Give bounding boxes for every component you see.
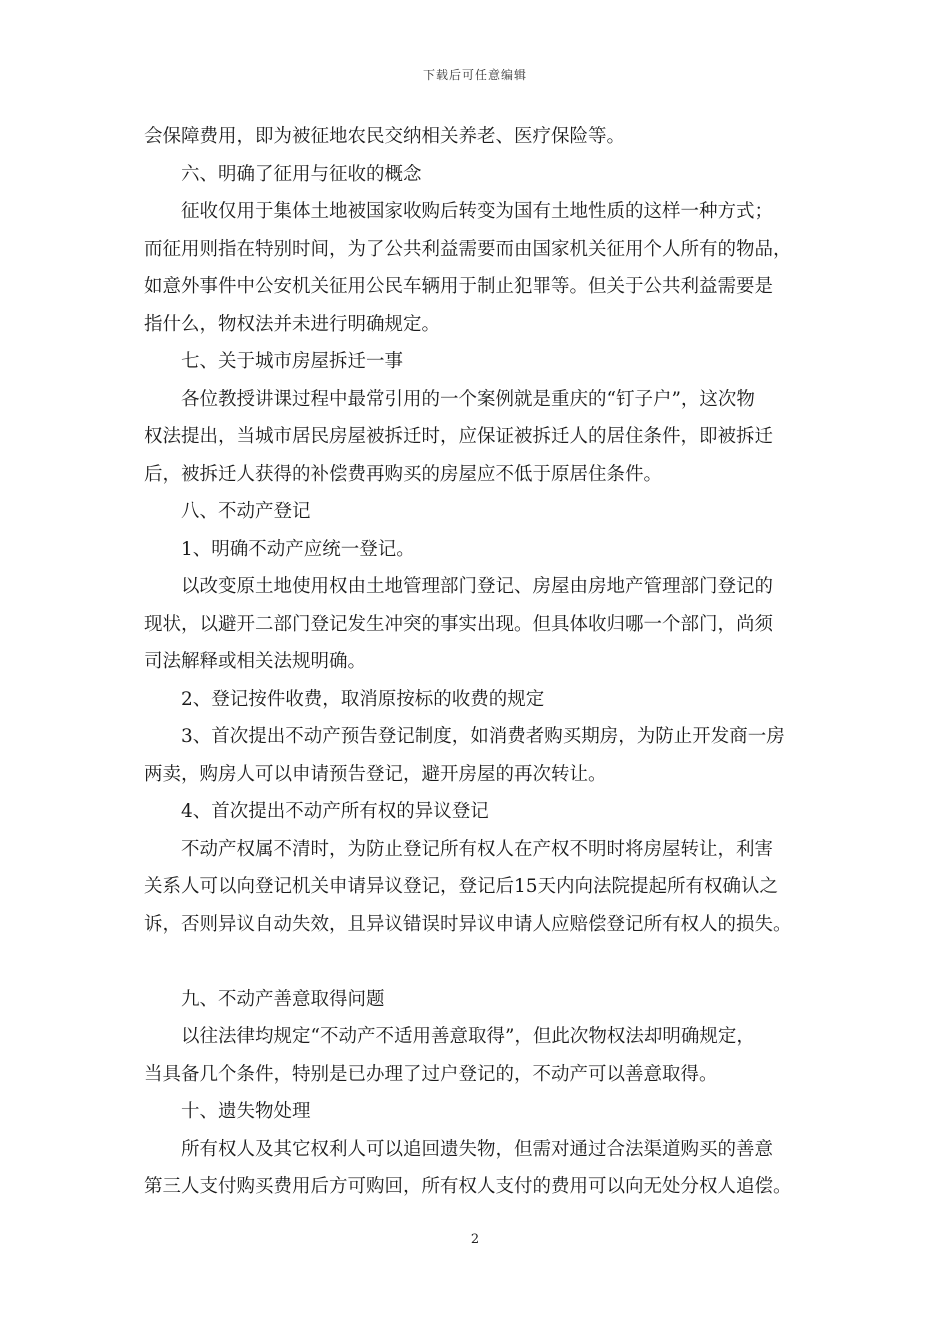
text-line: 当具备几个条件，特别是已办理了过户登记的，不动产可以善意取得。: [144, 1063, 718, 1085]
section-heading: 八、不动产登记: [181, 501, 311, 522]
section-heading: 十、遗失物处理: [181, 1101, 311, 1122]
text-line: 司法解释或相关法规明确。: [144, 651, 367, 672]
text-line: 现状，以避开二部门登记发生冲突的事实出现。但具体收归哪一个部门，尚须: [144, 613, 774, 635]
text-line: 各位教授讲课过程中最常引用的一个案例就是重庆的“钉子户”，这次物: [181, 388, 755, 410]
document-body: [144, 118, 824, 1206]
section-heading: 九、不动产善意取得问题: [181, 988, 385, 1010]
text-line: 诉，否则异议自动失效，且异议错误时异议申请人应赔偿登记所有权人的损失。: [144, 913, 792, 935]
text-line: 关系人可以向登记机关申请异议登记，登记后15天内向法院提起所有权确认之: [144, 876, 779, 897]
text-line: 第三人支付购买费用后方可购回，所有权人支付的费用可以向无处分权人追偿。: [144, 1176, 792, 1197]
text-line: 所有权人及其它权利人可以追回遗失物，但需对通过合法渠道购买的善意: [181, 1138, 774, 1160]
section-heading: 六、明确了征用与征收的概念: [181, 163, 422, 185]
text-line: 权法提出，当城市居民房屋被拆迁时，应保证被拆迁人的居住条件，即被拆迁: [144, 426, 774, 447]
list-item: 1、明确不动产应统一登记。: [181, 538, 415, 560]
text-line: 而征用则指在特别时间，为了公共利益需要而由国家机关征用个人所有的物品，: [144, 238, 792, 260]
text-line: 如意外事件中公安机关征用公民车辆用于制止犯罪等。但关于公共利益需要是: [144, 276, 774, 297]
section-heading: 七、关于城市房屋拆迁一事: [181, 351, 404, 372]
text-line: 征收仅用于集体土地被国家收购后转变为国有土地性质的这样一种方式；: [181, 201, 774, 222]
page-number: 2: [470, 1232, 480, 1247]
list-item: 4、首次提出不动产所有权的异议登记: [181, 801, 489, 822]
text-line: 指什么，物权法并未进行明确规定。: [144, 313, 441, 335]
text-line: 以改变原土地使用权由土地管理部门登记、房屋由房地产管理部门登记的: [181, 576, 774, 597]
page-header: 下载后可任意编辑: [422, 68, 527, 82]
text-line: 两卖，购房人可以申请预告登记，避开房屋的再次转让。: [144, 763, 607, 785]
list-item: 2、登记按件收费，取消原按标的收费的规定: [181, 688, 545, 710]
text-line: 以往法律均规定“不动产不适用善意取得”，但此次物权法却明确规定，: [181, 1026, 755, 1047]
text-line: 后，被拆迁人获得的补偿费再购买的房屋应不低于原居住条件。: [144, 463, 663, 485]
text-line: 会保障费用，即为被征地农民交纳相关养老、医疗保险等。: [144, 126, 626, 147]
list-item: 3、首次提出不动产预告登记制度，如消费者购买期房，为防止开发商一房: [181, 726, 785, 747]
blank-line: [144, 943, 824, 981]
text-line: 不动产权属不清时，为防止登记所有权人在产权不明时将房屋转让，利害: [181, 838, 774, 860]
